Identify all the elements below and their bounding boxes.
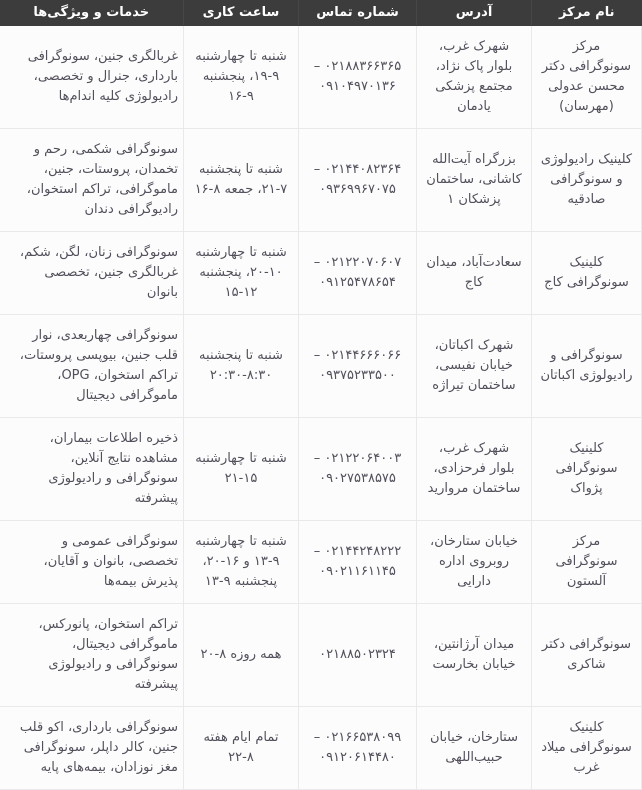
table-header-row [0,0,642,26]
phone: ۰۲۱۸۸۳۶۶۳۶۵ – ۰۹۱۰۴۹۷۰۱۳۶ [299,26,417,129]
col-header-address: آدرس [417,0,532,26]
services: سونوگرافی عمومی و تخصصی، بانوان و آقایان، پذیرش بیمه‌ها [0,521,184,604]
phone: ۰۲۱۴۴۰۸۲۳۶۴ – ۰۹۳۶۹۹۶۷۰۷۵ [299,129,417,232]
phone: ۰۲۱۴۴۶۶۶۰۶۶ – ۰۹۳۷۵۲۳۳۵۰۰ [299,315,417,418]
center-name: مرکز سونوگرافی آلستون [532,521,642,604]
address: میدان آرژانتین، خیابان بخارست [417,604,532,707]
col-header-services: خدمات و ویژگی‌ها [0,0,184,26]
table-row [0,315,642,418]
phone: ۰۲۱۸۸۵۰۲۳۲۴ [299,604,417,707]
address: شهرک غرب، بلوار پاک نژاد، مجتمع پزشکی یادمان [417,26,532,129]
center-name: سونوگرافی و رادیولوژی اکباتان [532,315,642,418]
working-hours: همه روزه ۸-۲۰ [184,604,299,707]
col-header-phone: شماره تماس [299,0,417,26]
working-hours: شنبه تا پنجشنبه ۸:۳۰-۲۰:۳۰ [184,315,299,418]
address: خیابان ستارخان، روبروی اداره دارایی [417,521,532,604]
address: بزرگراه آیت‌الله کاشانی، ساختمان پزشکان ۱ [417,129,532,232]
services: سونوگرافی شکمی، رحم و تخمدان، پروستات، جنین، ماموگرافی، تراکم استخوان، رادیوگرافی دندان [0,129,184,232]
center-name: کلینیک رادیولوژی و سونوگرافی صادقیه [532,129,642,232]
working-hours: شنبه تا چهارشنبه ۱۰-۲۰، پنجشنبه ۱۲-۱۵ [184,232,299,315]
phone: ۰۲۱۶۶۵۳۸۰۹۹ – ۰۹۱۲۰۶۱۴۴۸۰ [299,707,417,790]
services: تراکم استخوان، پانورکس، ماموگرافی دیجیتال، سونوگرافی و رادیولوژی پیشرفته [0,604,184,707]
phone: ۰۲۱۲۲۰۷۰۶۰۷ – ۰۹۱۲۵۴۷۸۶۵۴ [299,232,417,315]
col-header-working-hours: ساعت کاری [184,0,299,26]
table-row [0,232,642,315]
center-name: کلینیک سونوگرافی کاج [532,232,642,315]
center-name: مرکز سونوگرافی دکتر محسن عدولی (مهرسان) [532,26,642,129]
services: سونوگرافی چهاربعدی، نوار قلب جنین، بیوپسی پروستات، تراکم استخوان، OPG، ماموگرافی دیجیتال [0,315,184,418]
phone: ۰۲۱۲۲۰۶۴۰۰۳ – ۰۹۰۲۷۵۳۸۵۷۵ [299,418,417,521]
working-hours: شنبه تا پنجشنبه ۷-۲۱، جمعه ۸-۱۶ [184,129,299,232]
col-header-center-name: نام مرکز [532,0,642,26]
center-name: کلینیک سونوگرافی میلاد غرب [532,707,642,790]
table-row [0,129,642,232]
table-row [0,604,642,707]
table-row [0,521,642,604]
phone: ۰۲۱۴۴۲۴۸۲۲۲ – ۰۹۰۲۱۱۶۱۱۴۵ [299,521,417,604]
table-row [0,707,642,790]
services: سونوگرافی زنان، لگن، شکم، غربالگری جنین، تخصصی بانوان [0,232,184,315]
table-row [0,26,642,129]
table-row [0,418,642,521]
working-hours: تمام ایام هفته ۸-۲۲ [184,707,299,790]
center-name: کلینیک سونوگرافی پژواک [532,418,642,521]
working-hours: شنبه تا چهارشنبه ۹-۱۹، پنجشنبه ۹-۱۶ [184,26,299,129]
services: غربالگری جنین، سونوگرافی بارداری، جنرال و تخصصی، رادیولوژی کلیه اندام‌ها [0,26,184,129]
address: ستارخان، خیابان حبیب‌اللهی [417,707,532,790]
address: شهرک اکباتان، خیابان نفیسی، ساختمان تیراژه [417,315,532,418]
address: سعادت‌آباد، میدان کاج [417,232,532,315]
services: سونوگرافی بارداری، اکو قلب جنین، کالر داپلر، سونوگرافی مغز نوزادان، بیمه‌های پایه [0,707,184,790]
center-name: سونوگرافی دکتر شاکری [532,604,642,707]
address: شهرک غرب، بلوار فرحزادی، ساختمان مروارید [417,418,532,521]
services: ذخیره اطلاعات بیماران، مشاهده نتایج آنلاین، سونوگرافی و رادیولوژی پیشرفته [0,418,184,521]
working-hours: شنبه تا چهارشنبه ۹-۱۳ و ۱۶-۲۰، پنجشنبه ۹-۱۳ [184,521,299,604]
working-hours: شنبه تا چهارشنبه ۱۵-۲۱ [184,418,299,521]
